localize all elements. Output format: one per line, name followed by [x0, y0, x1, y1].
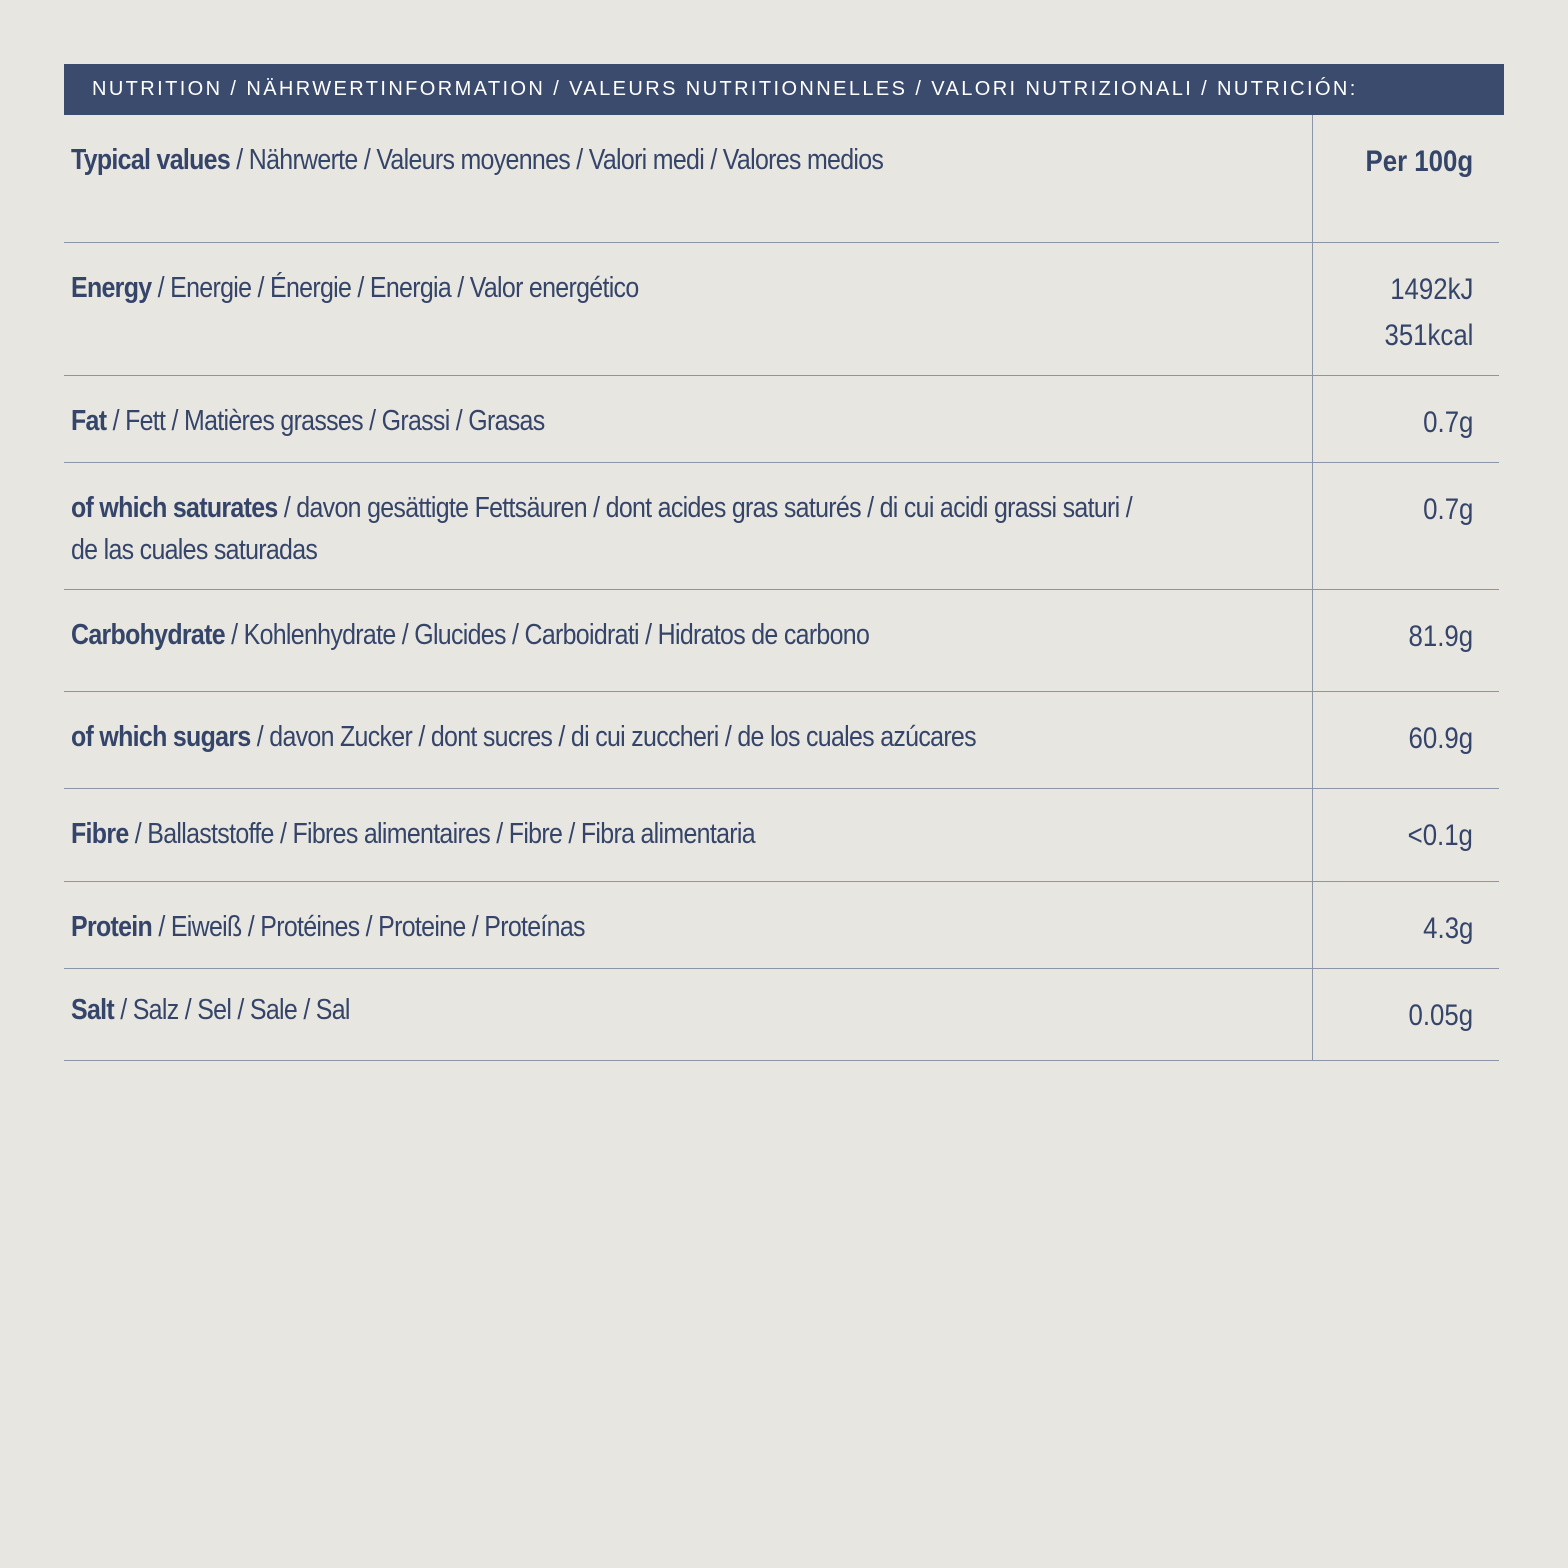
salt-value: 0.05g: [1408, 999, 1473, 1032]
table-row-saturates: [64, 463, 1499, 590]
saturates-label-translations: / davon gesättigte Fettsäuren / dont acides gras saturés / di cui acidi grassi saturi /: [277, 492, 1132, 524]
energy-label-cell: [64, 243, 1313, 375]
fibre-label-cell: [64, 789, 1313, 881]
protein-value: 4.3g: [1422, 912, 1473, 945]
energy-value-cell: [1313, 243, 1499, 375]
protein-label-cell: [64, 882, 1313, 968]
saturates-value: 0.7g: [1422, 493, 1473, 526]
header-label-primary: Typical values: [71, 144, 231, 176]
saturates-label-primary: of which saturates: [71, 492, 278, 524]
salt-label-primary: Salt: [71, 994, 114, 1026]
nutrition-header-bar: [64, 64, 1504, 115]
fat-value-cell: [1313, 376, 1499, 462]
energy-value-kcal: 351kcal: [1384, 319, 1473, 352]
nutrition-header-title: NUTRITION / NÄHRWERTINFORMATION / VALEURS NUTRITIONNELLES / VALORI NUTRIZIONALI / NUTRICIÓN:: [92, 78, 1358, 100]
carbohydrate-value: 81.9g: [1408, 620, 1473, 653]
fibre-value-cell: [1313, 789, 1499, 881]
carbohydrate-label-primary: Carbohydrate: [71, 619, 225, 651]
energy-label-translations: / Energie / Énergie / Energia / Valor energético: [151, 272, 639, 304]
salt-value-cell: [1313, 969, 1499, 1060]
sugars-label-translations: / davon Zucker / dont sucres / di cui zuccheri / de los cuales azúcares: [250, 721, 976, 753]
sugars-value: 60.9g: [1408, 722, 1473, 755]
protein-label-primary: Protein: [71, 911, 153, 943]
energy-value-kj: 1492kJ: [1389, 273, 1473, 306]
header-value: Per 100g: [1365, 145, 1473, 178]
table-row-protein: [64, 882, 1499, 969]
fat-label-cell: [64, 376, 1313, 462]
carbohydrate-label-translations: / Kohlenhydrate / Glucides / Carboidrati / Hidratos de carbono: [224, 619, 870, 651]
header-value-cell: [1313, 115, 1499, 242]
sugars-label-cell: [64, 692, 1313, 788]
salt-label-translations: / Salz / Sel / Sale / Sal: [114, 994, 350, 1026]
fat-label-translations: / Fett / Matières grasses / Grassi / Grasas: [106, 405, 545, 437]
fibre-label-primary: Fibre: [71, 818, 129, 850]
sugars-value-cell: [1313, 692, 1499, 788]
fat-value: 0.7g: [1422, 406, 1473, 439]
sugars-label-primary: of which sugars: [71, 721, 251, 753]
table-row-fibre: [64, 789, 1499, 882]
table-row-sugars: [64, 692, 1499, 789]
table-row-salt: [64, 969, 1499, 1061]
protein-value-cell: [1313, 882, 1499, 968]
energy-label-primary: Energy: [71, 272, 152, 304]
saturates-label-cell: [64, 463, 1313, 589]
fibre-value: <0.1g: [1407, 819, 1473, 852]
nutrition-panel: [64, 64, 1504, 1061]
table-row-energy: [64, 243, 1499, 376]
salt-label-cell: [64, 969, 1313, 1060]
carbohydrate-label-cell: [64, 590, 1313, 691]
carbohydrate-value-cell: [1313, 590, 1499, 691]
fat-label-primary: Fat: [71, 405, 107, 437]
nutrition-table: [64, 115, 1499, 1061]
table-row-fat: [64, 376, 1499, 463]
header-label-cell: [64, 115, 1313, 242]
header-label-translations: / Nährwerte / Valeurs moyennes / Valori medi / Valores medios: [230, 144, 884, 176]
table-header-row: [64, 115, 1499, 243]
fibre-label-translations: / Ballaststoffe / Fibres alimentaires / Fibre / Fibra alimentaria: [128, 818, 755, 850]
saturates-label-line2: de las cuales saturadas: [71, 534, 318, 566]
saturates-value-cell: [1313, 463, 1499, 589]
protein-label-translations: / Eiweiß / Protéines / Proteine / Proteínas: [152, 911, 585, 943]
table-row-carbohydrate: [64, 590, 1499, 692]
